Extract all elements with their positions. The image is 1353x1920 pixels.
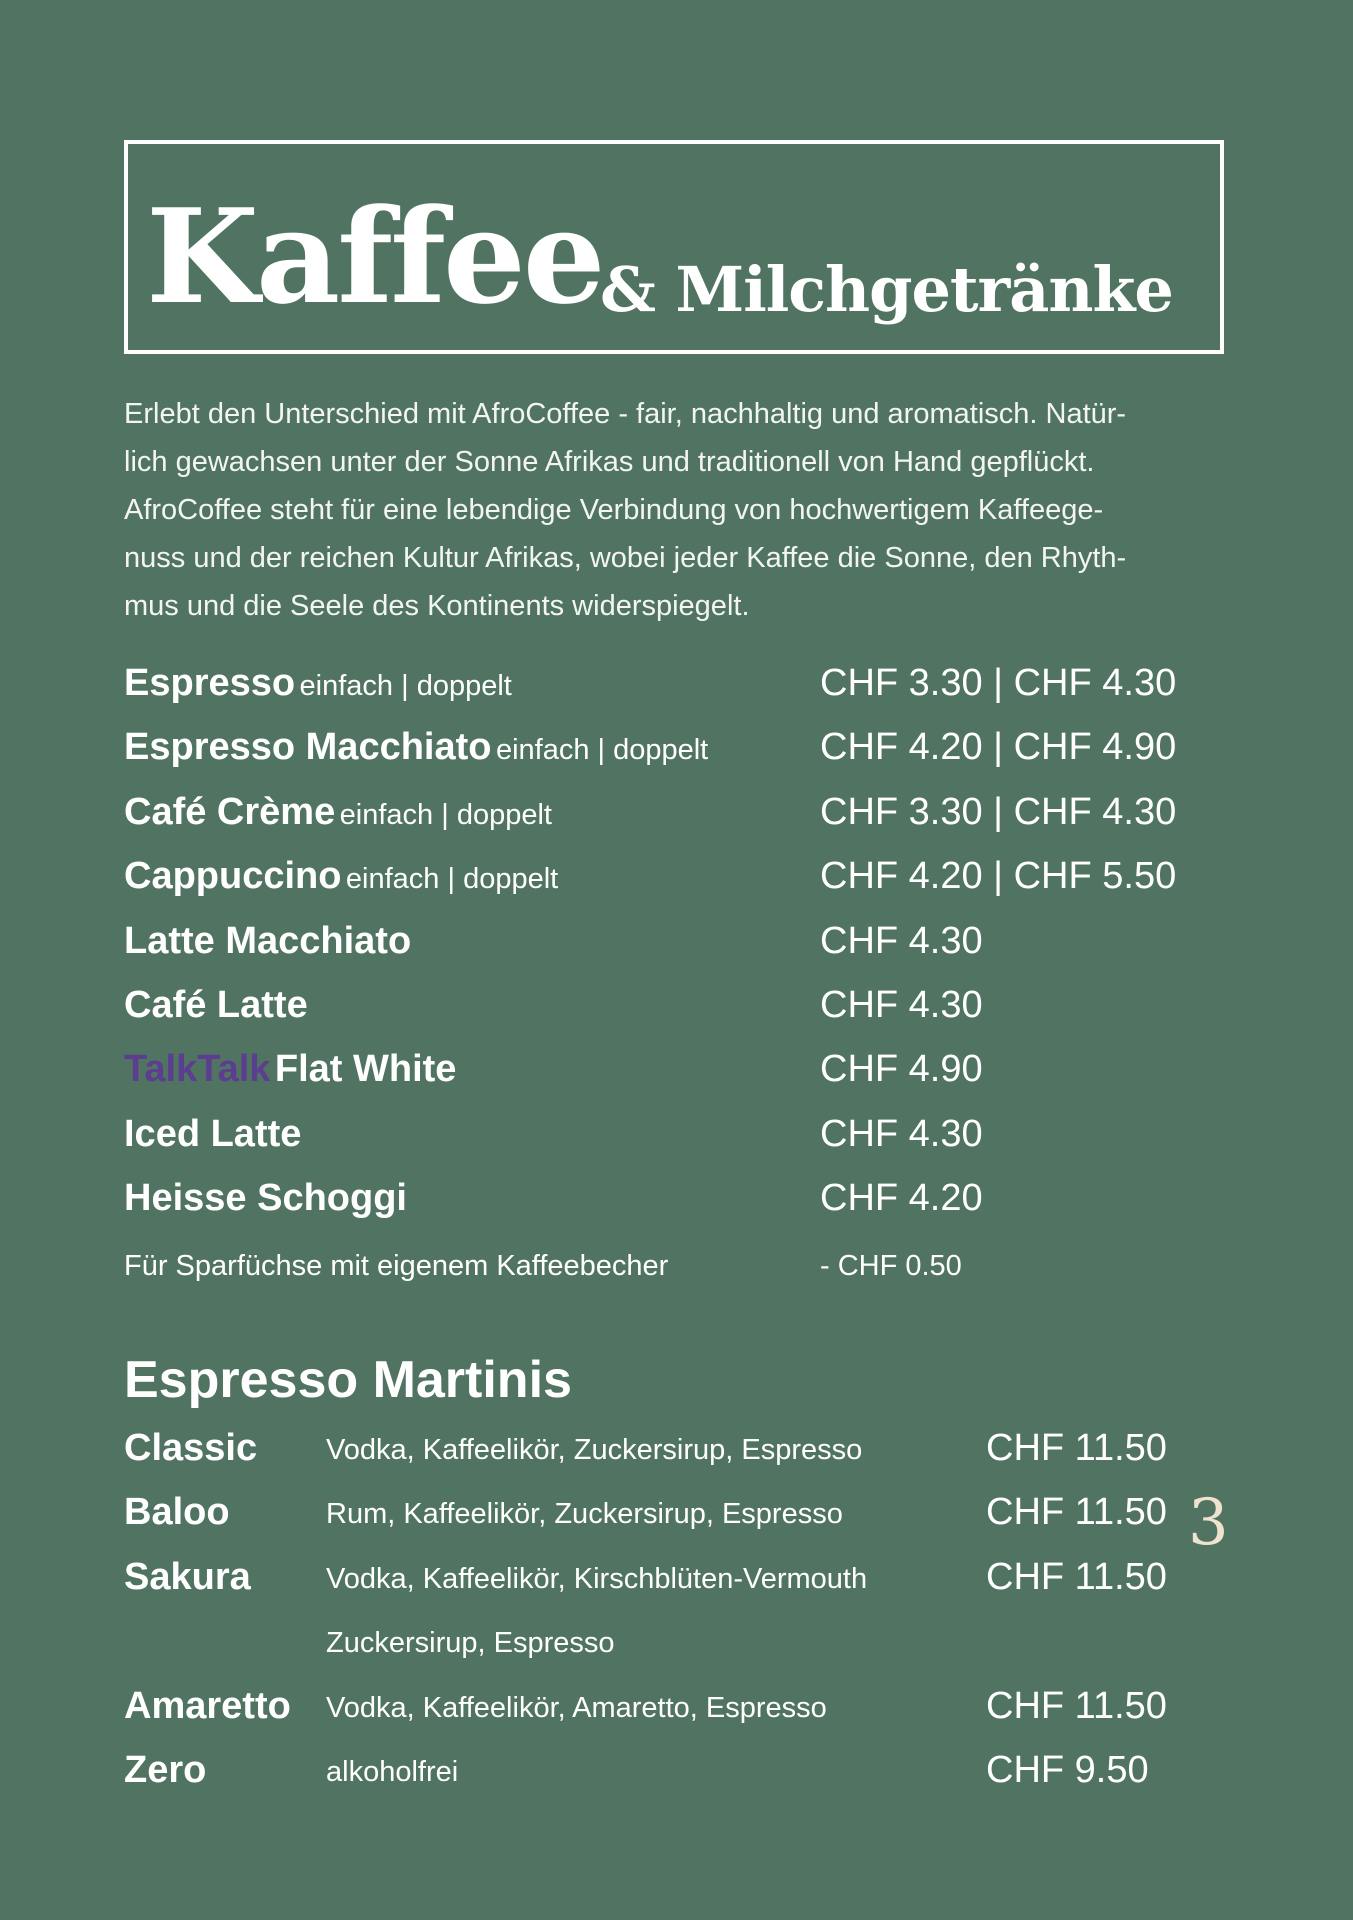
intro-line: mus und die Seele des Kontinents widerspiegelt. [124,590,750,622]
section-title: Espresso Martinis [124,1351,572,1409]
menu-item [124,855,1224,915]
discount-note [124,1242,1224,1302]
item-name: Iced Latte [124,1113,302,1155]
intro-line: lich gewachsen unter der Sonne Afrikas und traditionell von Hand gepflückt. [124,446,1095,478]
item-price: CHF 4.30 [820,920,983,962]
discount-text: Für Sparfüchse mit eigenem Kaffeebecher [124,1250,669,1282]
martini-item [124,1749,1224,1809]
intro-line: nuss und der reichen Kultur Afrikas, wobei jeder Kaffee die Sonne, den Rhyth- [124,542,1127,574]
martini-price: CHF 11.50 [986,1685,1167,1727]
intro-line: Erlebt den Unterschied mit AfroCoffee - fair, nachhaltig und aromatisch. Natür- [124,398,1127,430]
item-size: einfach | doppelt [345,863,559,895]
menu-item [124,1113,1224,1173]
martini-item [124,1556,1224,1616]
martini-ingredients: Vodka, Kaffeelikör, Amaretto, Espresso [326,1692,827,1724]
page-subtitle: & Milchgetränke [600,253,1173,326]
martini-ingredients: Zuckersirup, Espresso [326,1627,615,1659]
item-price: CHF 4.30 [820,984,983,1026]
martini-ingredients: Rum, Kaffeelikör, Zuckersirup, Espresso [326,1498,843,1530]
martini-name: Zero [124,1749,207,1791]
item-size: einfach | doppelt [495,734,709,766]
martini-name: Sakura [124,1556,251,1598]
page-number: 3 [1188,1486,1229,1560]
item-price: CHF 4.90 [820,1048,983,1090]
martini-item [124,1491,1224,1551]
martini-price: CHF 11.50 [986,1491,1167,1533]
item-price: CHF 3.30 | CHF 4.30 [820,791,1177,833]
martini-item [124,1427,1224,1487]
martini-price: CHF 9.50 [986,1749,1149,1791]
page-title: Kaffee [146,180,603,333]
item-name: Flat White [274,1048,457,1090]
martini-name: Classic [124,1427,258,1469]
item-name: Heisse Schoggi [124,1177,407,1219]
discount-price: - CHF 0.50 [820,1250,962,1282]
martini-price: CHF 11.50 [986,1427,1167,1469]
brand-logo-text: TalkTalk [124,1048,271,1090]
item-size: einfach | doppelt [299,670,512,702]
menu-item [124,920,1224,980]
item-price: CHF 3.30 | CHF 4.30 [820,662,1177,704]
intro-line: AfroCoffee steht für eine lebendige Verbindung von hochwertigem Kaffeege- [124,494,1104,526]
menu-item [124,1177,1224,1237]
martini-name: Amaretto [124,1685,291,1727]
item-name: Cappuccino [124,855,342,897]
menu-item [124,984,1224,1044]
martini-name: Baloo [124,1491,230,1533]
menu-item [124,791,1224,851]
item-name: Latte Macchiato [124,920,412,962]
martini-ingredients: Vodka, Kaffeelikör, Kirschblüten-Vermouth [326,1563,868,1595]
item-price: CHF 4.20 [820,1177,983,1219]
item-name: Espresso [124,662,296,704]
menu-item [124,726,1224,786]
menu-item [124,1048,1224,1108]
item-name: Espresso Macchiato [124,726,492,768]
item-name: Café Latte [124,984,308,1026]
item-size: einfach | doppelt [339,799,552,831]
title-frame [124,140,1224,354]
item-price: CHF 4.20 | CHF 5.50 [820,855,1177,897]
item-name: Café Crème [124,791,336,833]
martini-item [124,1685,1224,1745]
martini-ingredients: alkoholfrei [326,1756,459,1788]
intro-paragraph [124,390,1244,630]
menu-item [124,662,1224,722]
martini-price: CHF 11.50 [986,1556,1167,1598]
martini-ingredients: Vodka, Kaffeelikör, Zuckersirup, Espresso [326,1434,863,1466]
item-price: CHF 4.30 [820,1113,983,1155]
martini-item-continuation [124,1620,1224,1680]
item-price: CHF 4.20 | CHF 4.90 [820,726,1177,768]
